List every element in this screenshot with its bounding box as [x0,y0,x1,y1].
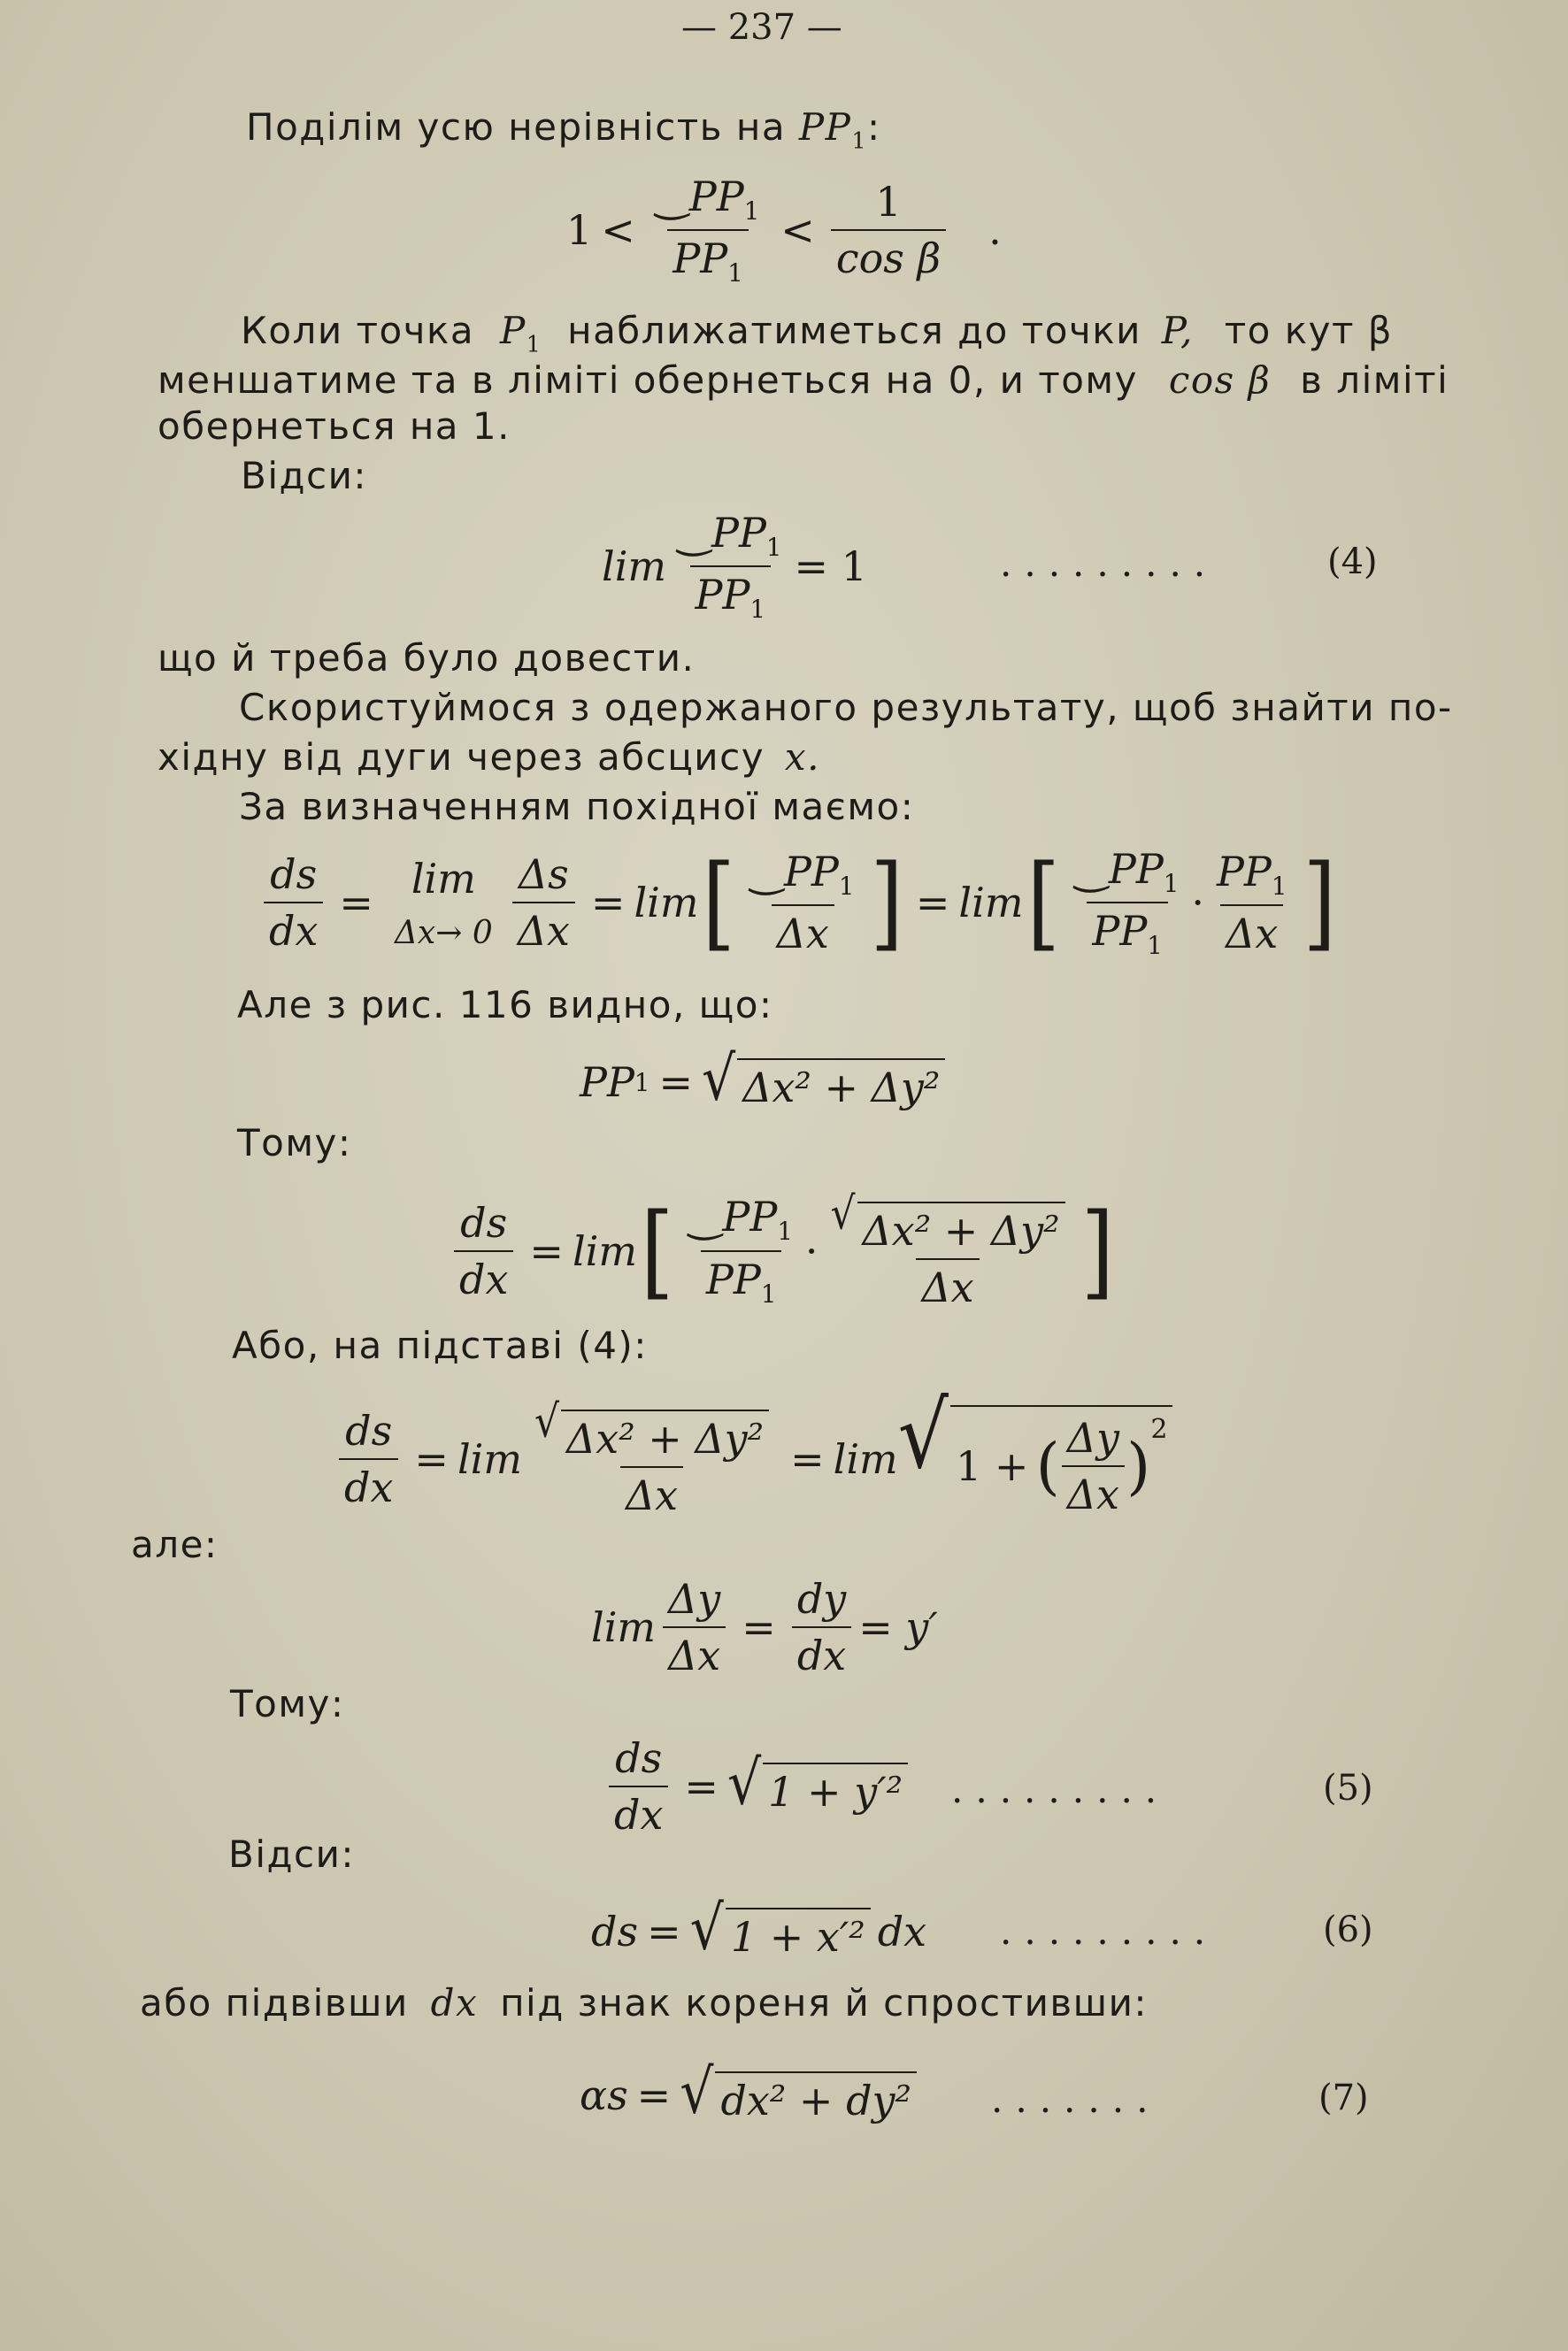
eq7-lhs: αs [580,2071,628,2119]
eqD-sqrt-outer: √ 1 + ( $\frac{\Delta y}{\Delta x}$ ) $^2$ [898,1400,1173,1518]
para2-p-sub: 1 [526,331,542,357]
eq4-arc: ‿PP [679,509,766,557]
equation-5: $\frac{ds}{dx}$ = √ 1 + y′² [602,1734,908,1839]
eqA-lim-block [395,855,493,951]
para2-point: P, [1161,309,1194,352]
eqE-rhs: = y′ [858,1603,938,1651]
eqC-chord: PP [705,1255,761,1303]
para2-p: P [499,309,527,352]
ineq-lt-2: < [780,206,815,255]
eq4-tag: (4) [1327,542,1378,582]
eqA-chord-1: PP [1092,907,1148,956]
ale: але: [131,1523,219,1566]
eq4-sub-1: 1 [765,533,782,563]
eqA-sub-d: 1 [1271,872,1287,902]
ineq-one: 1 [566,206,593,255]
para4-line2 [158,734,820,780]
para2-line3: обернеться на 1. [158,404,511,448]
eqB-sub: 1 [634,1067,650,1097]
equation-limit-derivative: lim $\frac{\Delta y}{\Delta x}$ = $\frac{dy}{dx}$ = y′ [591,1575,938,1679]
eq6-ds: ds [591,1908,639,1955]
eq5-ds: ds [615,1734,663,1782]
eqC-arc: ‿PP [689,1193,778,1241]
para8 [140,1980,1148,2026]
eqD-square: 2 [1150,1413,1168,1445]
eq7-sqrt: √ dx² + dy² [680,2066,917,2124]
eqD-lim-1: lim [457,1434,522,1483]
eqA-frac-chord [1211,848,1292,957]
eqD-delta-x: Δx [620,1466,683,1519]
eqA-delta-s: Δs [518,850,569,899]
para2-l1b: наближатиметься до точки [567,309,1141,352]
eq4-chord: PP [695,571,750,619]
eqD-dx: dx [339,1458,398,1511]
eqE-frac-delta [663,1575,726,1679]
eq4-rhs: = 1 [794,542,867,591]
eqC-sub-b: 1 [760,1279,777,1309]
para2-l2a: меншатиме та в ліміті обернеться на 0, и тому [158,358,1138,402]
eq5-tag: (5) [1323,1768,1373,1809]
para2-line2 [158,357,1449,403]
eqC-frac-ratio [684,1193,797,1308]
eqC-frac-sqrt: √ Δx² + Δy² Δx [826,1190,1071,1311]
para1-colon: : [866,105,881,149]
para4-line1: Скористуймося з одержаного результату, щоб знайти по- [239,686,1453,729]
eqA-sub-c: 1 [1147,931,1163,961]
para8-dx: dx [430,1981,479,2024]
para8-a: або підвівши [140,1981,409,2024]
eqE-frac-d [792,1575,851,1679]
eqC-dsdx [454,1199,513,1303]
para7: Або, на підставі (4): [232,1324,648,1367]
para2-cos: cos β [1168,358,1272,402]
eqA-lim-2: lim [634,879,699,927]
eq4-frac [673,509,787,624]
paragraph-divide [246,104,881,164]
eq5-radicand: 1 + y′² [763,1763,908,1816]
eq5-sqrt: √ 1 + y′² [727,1757,908,1816]
para2-l2b: в ліміті [1300,358,1449,402]
eqC-ds: ds [460,1198,508,1247]
eq4-dots: ......... [1000,542,1218,585]
eqB-sqrt: √ Δx² + Δy² [702,1053,945,1111]
para8-b: під знак кореня й спростивши: [500,1981,1149,2024]
eq5-dots: ......... [951,1768,1170,1811]
eqA-chord-2: PP [1216,848,1272,896]
eq6-radicand: 1 + x′² [726,1908,871,1961]
para1-text: Поділім усю нерівність на [246,105,787,149]
eqD-frac-sqrt: √ Δx² + Δy² Δx [529,1398,774,1519]
eq6-sqrt: √ 1 + x′² [690,1902,871,1961]
eq7-radicand: dx² + dy² [715,2071,917,2124]
equation-derivative-expanded: $\frac{ds}{dx}$ = lim [ $\frac{‿PP_1}{PP_1}$ · √ Δx² + Δy² Δx ] [447,1190,1118,1311]
eqA-arc-1: ‿PP [750,848,839,896]
ineq-frac-2 [831,178,946,282]
eqD-dsdx [339,1407,398,1511]
eqA-sub-b: 1 [1163,869,1180,899]
eq7-tag: (7) [1318,2078,1369,2118]
eqB-radicand: Δx² + Δy² [737,1058,945,1111]
equation-6: ds = √ 1 + x′² dx [591,1893,927,1964]
eqA-frac-ds [512,850,575,955]
eqA-delta-x-2: Δx [772,904,834,957]
eqD-delta-x-2: Δx [1062,1465,1125,1518]
eqD-radicand: Δx² + Δy² [561,1410,769,1463]
eqA-dsdx [264,850,323,955]
eq6-dx: dx [877,1908,927,1955]
equation-derivative-root: $\frac{ds}{dx}$ = lim √ Δx² + Δy² Δx = lim √ 1 + ( $\frac{\Delta y}{\Delta x}$ ) $^2$ [332,1398,1172,1519]
tomu-1: Тому: [237,1121,352,1164]
eqC-lim: lim [572,1226,637,1275]
equation-7: αs = √ dx² + dy² [580,2066,917,2124]
eq4-lim: lim [602,542,667,591]
para5: За визначенням похідної маємо: [239,785,915,828]
ineq-sub-2: 1 [727,258,743,288]
eq5-dx: dx [609,1786,668,1839]
para3: що й треба було довести. [158,636,696,680]
eqA-under: Δx→ 0 [394,914,493,951]
eqA-dx: dx [264,902,323,955]
eqA-delta-x-3: Δx [1220,904,1283,957]
para2-l1d: то кут β [1224,309,1394,352]
eqE-lim: lim [591,1603,657,1651]
eqC-delta-x: Δx [916,1258,979,1311]
equation-chord: PP 1 = √ Δx² + Δy² [580,1053,945,1111]
ineq-frac-1 [651,173,765,288]
eq5-dsdx [609,1734,668,1839]
ineq-chord: PP [673,234,728,283]
page-number: — 237 — [681,7,842,48]
eqA-delta-x-1: Δx [512,902,575,955]
eqD-lim-2: lim [833,1434,898,1483]
eqA-arc-2: ‿PP [1075,845,1164,893]
para6: Але з рис. 116 видно, що: [237,983,773,1026]
eqE-dy: dy [796,1575,847,1623]
eqA-ds: ds [270,850,318,899]
ineq-sub-1: 1 [743,196,760,227]
eqD-one-plus: 1 + [956,1441,1029,1490]
eqA-frac-arc [746,848,859,957]
eqE-delta-y: Δy [668,1575,721,1623]
eqA-sub-a: 1 [838,872,855,902]
eqC-radicand: Δx² + Δy² [857,1202,1065,1255]
eq7-dots: ....... [991,2078,1161,2121]
ineq-arc: ‿PP [656,173,744,220]
equation-4 [602,509,867,624]
para4-x: x. [784,735,820,779]
ineq-lt-1: < [601,206,635,255]
eq4-sub-2: 1 [749,595,765,625]
ineq-cos: cos β [831,229,946,282]
para4-l2: хідну від дуги через абсцису [158,735,765,779]
eqE-delta-x: Δx [663,1626,726,1679]
para1-var: PP [798,105,852,149]
ineq-frac-one: 1 [875,178,902,227]
tomu-2: Тому: [230,1682,345,1725]
eq6-tag: (6) [1323,1909,1373,1950]
ineq-period: . [988,206,1002,255]
inequality [566,173,1002,288]
para1-sub: 1 [851,127,867,154]
eqA-frac-ratio [1071,845,1184,960]
eqC-sub-a: 1 [777,1217,793,1247]
equation-derivative-definition: $\frac{ds}{dx}$ = lim Δx→ 0 $\frac{\Delta s}{\Delta x}$ = lim [ $\frac{‿PP_1}{\Delta x}$ ] = lim [ $\frac{‿PP_1}{PP_1}$ · $\frac{PP_1}{\Delta x}$ ] [257,845,1340,960]
eqD-delta-y: Δy [1066,1413,1119,1462]
eqB-chord: PP [580,1058,634,1106]
eqA-lim-1: lim [411,854,476,903]
eq6-dots: ......... [1000,1909,1218,1953]
vidsy-2: Відси: [228,1832,356,1876]
vidsy-1: Відси: [241,454,368,497]
eqA-lim-3: lim [958,879,1024,927]
eqE-dx: dx [792,1626,851,1679]
eqC-dx: dx [454,1250,513,1303]
para2-l1a: Коли точка [241,309,475,352]
eqD-frac-dydx [1062,1414,1125,1518]
eqD-ds: ds [345,1406,393,1455]
